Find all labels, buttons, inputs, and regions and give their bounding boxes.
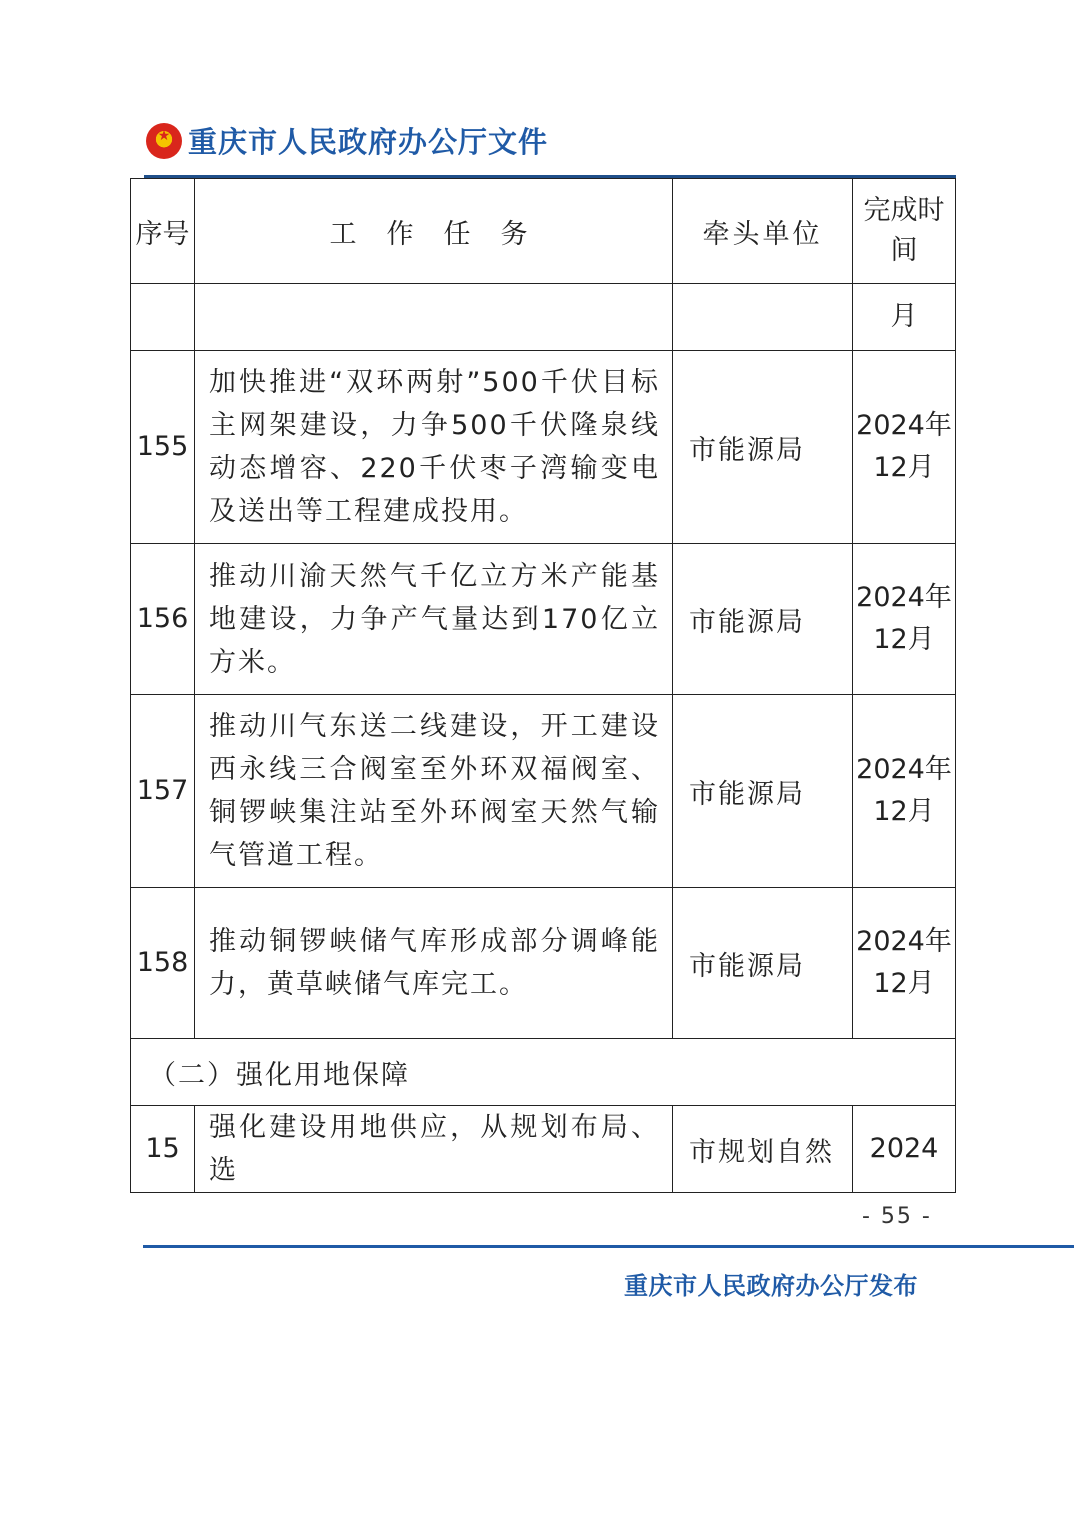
cell-unit: 市能源局 [673, 695, 853, 888]
cell-unit: 市能源局 [673, 351, 853, 544]
cell-time: 2024 [853, 1106, 956, 1193]
table-header-row [131, 179, 956, 284]
table-row [131, 1106, 956, 1193]
section-row [131, 1039, 956, 1106]
cell-no: 157 [131, 695, 195, 888]
national-emblem-icon [146, 123, 182, 159]
footer-title: 重庆市人民政府办公厅发布 [624, 1271, 918, 1300]
cell-no: 158 [131, 888, 195, 1039]
cell-task: 加快推进“双环两射”500千伏目标主网架建设，力争500千伏隆泉线动态增容、220千伏枣子湾输变电及送出等工程建成投用。 [195, 351, 673, 544]
task-table [130, 178, 956, 1193]
page-number: - 55 - [862, 1204, 932, 1229]
cell-time: 2024年12月 [853, 695, 956, 888]
header-cell-task: 工作任务 [195, 179, 673, 284]
cell-time: 月 [853, 284, 956, 351]
section-heading: （二）强化用地保障 [131, 1039, 956, 1106]
document-header [146, 120, 548, 161]
footer-divider [143, 1245, 1074, 1248]
table-row [131, 695, 956, 888]
cell-task: 推动铜锣峡储气库形成部分调峰能力，黄草峡储气库完工。 [195, 888, 673, 1039]
cell-unit: 市能源局 [673, 888, 853, 1039]
table-row [131, 351, 956, 544]
table-row [131, 888, 956, 1039]
cell-time: 2024年12月 [853, 544, 956, 695]
cell-unit: 市能源局 [673, 544, 853, 695]
table-row [131, 544, 956, 695]
header-cell-no: 序号 [131, 179, 195, 284]
table-row [131, 284, 956, 351]
cell-no: 156 [131, 544, 195, 695]
cell-task: 推动川气东送二线建设，开工建设西永线三合阀室至外环双福阀室、铜锣峡集注站至外环阀室天然气输气管道工程。 [195, 695, 673, 888]
cell-no: 155 [131, 351, 195, 544]
header-cell-time: 完成时间 [853, 179, 956, 284]
cell-unit: 市规划自然 [673, 1106, 853, 1193]
cell-no [131, 284, 195, 351]
header-title: 重庆市人民政府办公厅文件 [188, 125, 549, 159]
cell-task: 推动川渝天然气千亿立方米产能基地建设，力争产气量达到170亿立方米。 [195, 544, 673, 695]
cell-time: 2024年12月 [853, 888, 956, 1039]
cell-task [195, 284, 673, 351]
cell-no: 15 [131, 1106, 195, 1193]
cell-unit [673, 284, 853, 351]
cell-task: 强化建设用地供应，从规划布局、选 [195, 1106, 673, 1193]
cell-time: 2024年12月 [853, 351, 956, 544]
header-cell-unit: 牵头单位 [673, 179, 853, 284]
